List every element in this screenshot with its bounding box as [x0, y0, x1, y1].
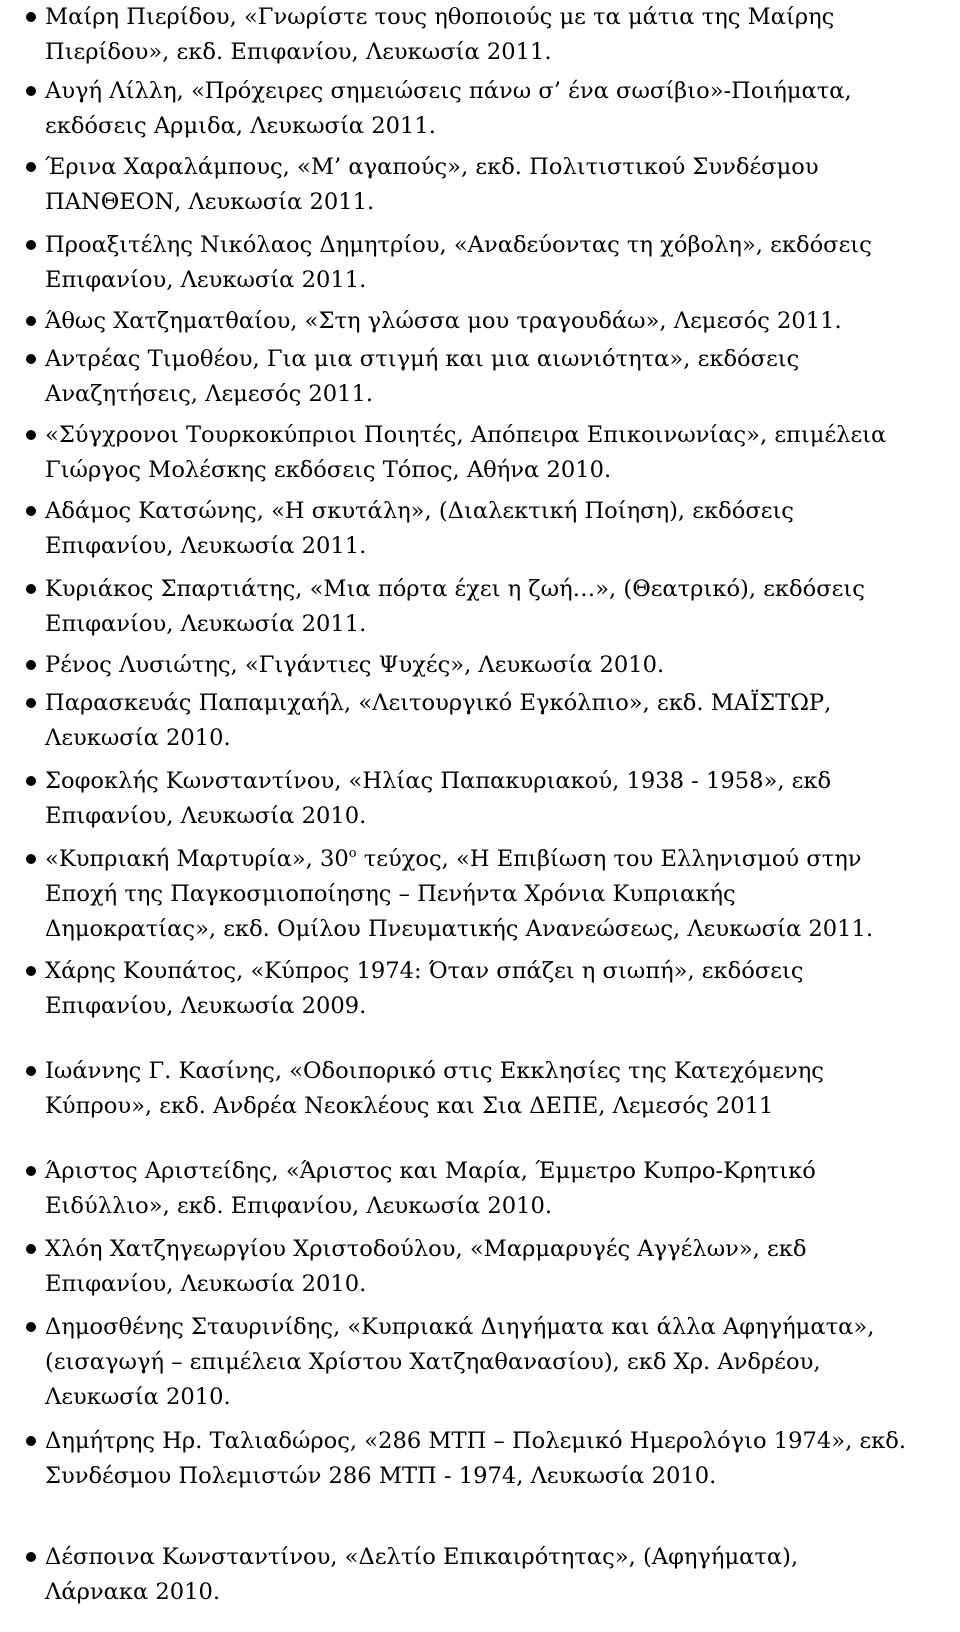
- bullet-icon: [26, 12, 36, 22]
- list-item-line: Επιφανίου, Λευκωσία 2010.: [45, 1271, 367, 1297]
- list-item-line: Εποχή της Παγκοσμιοποίησης – Πενήντα Χρόνια Κυπριακής: [45, 881, 736, 907]
- list-item-line: ΠΑΝΘΕΟΝ, Λευκωσία 2011.: [45, 189, 375, 215]
- bullet-icon: [26, 430, 36, 440]
- list-item-line: Ειδύλλιο», εκδ. Επιφανίου, Λευκωσία 2010.: [45, 1193, 553, 1219]
- bullet-icon: [26, 660, 36, 670]
- list-item-line: Γιώργος Μολέσκης εκδόσεις Τόπος, Αθήνα 2010.: [45, 457, 612, 483]
- list-item-line: Άριστος Αριστείδης, «Άριστος και Μαρία, Έμμετρο Κυπρο-Κρητικό: [45, 1158, 816, 1184]
- list-item-line: Αυγή Λίλλη, «Πρόχειρες σημειώσεις πάνω σ’ ένα σωσίβιο»-Ποιήματα,: [45, 78, 852, 104]
- list-item-line: Αντρέας Τιμοθέου, Για μια στιγμή και μια αιωνιότητα», εκδόσεις: [45, 346, 800, 372]
- list-item-line: Επιφανίου, Λευκωσία 2011.: [45, 611, 367, 637]
- list-item-line: Λάρνακα 2010.: [45, 1579, 221, 1605]
- bullet-icon: [26, 1552, 36, 1562]
- list-item-line: Προαξιτέλης Νικόλαος Δημητρίου, «Αναδεύοντας τη χόβολη», εκδόσεις: [45, 232, 872, 258]
- list-item-line: Ρένος Λυσιώτης, «Γιγάντιες Ψυχές», Λευκωσία 2010.: [45, 652, 665, 678]
- list-item-line: Επιφανίου, Λευκωσία 2011.: [45, 267, 367, 293]
- list-item-line: Δημήτρης Ηρ. Ταλιαδώρος, «286 ΜΤΠ – Πολεμικό Ημερολόγιο 1974», εκδ.: [45, 1428, 907, 1454]
- list-item-line: Άθως Χατζηματθαίου, «Στη γλώσσα μου τραγουδάω», Λεμεσός 2011.: [45, 308, 842, 334]
- bullet-icon: [26, 1066, 36, 1076]
- list-item-line: Πιερίδου», εκδ. Επιφανίου, Λευκωσία 2011.: [45, 39, 552, 65]
- list-item-line: Επιφανίου, Λευκωσία 2010.: [45, 803, 367, 829]
- bullet-icon: [26, 162, 36, 172]
- bullet-icon: [26, 1166, 36, 1176]
- list-item-line: Ιωάννης Γ. Κασίνης, «Οδοιπορικό στις Εκκλησίες της Κατεχόμενης: [45, 1058, 824, 1084]
- list-item-line: Επιφανίου, Λευκωσία 2011.: [45, 533, 367, 559]
- list-item-line: Μαίρη Πιερίδου, «Γνωρίστε τους ηθοποιούς με τα μάτια της Μαίρης: [45, 4, 835, 30]
- list-item-line: Χάρης Κουπάτος, «Κύπρος 1974: Όταν σπάζει η σιωπή», εκδόσεις: [45, 958, 804, 984]
- list-item-text: «Κυπριακή Μαρτυρία», 30: [45, 846, 349, 872]
- list-item-line: εκδόσεις Αρμιδα, Λευκωσία 2011.: [45, 113, 436, 139]
- list-item-line: Λευκωσία 2010.: [45, 1384, 231, 1410]
- bullet-icon: [26, 86, 36, 96]
- list-item-line: (εισαγωγή – επιμέλεια Χρίστου Χατζηαθανασίου), εκδ Χρ. Ανδρέου,: [45, 1349, 821, 1375]
- bullet-icon: [26, 354, 36, 364]
- bullet-icon: [26, 316, 36, 326]
- list-item-line: Αναζητήσεις, Λεμεσός 2011.: [45, 381, 374, 407]
- list-item-line: Συνδέσμου Πολεμιστών 286 ΜΤΠ - 1974, Λευκωσία 2010.: [45, 1463, 717, 1489]
- bullet-icon: [26, 776, 36, 786]
- bullet-icon: [26, 698, 36, 708]
- bullet-icon: [26, 1244, 36, 1254]
- list-item-line: Κύπρου», εκδ. Ανδρέα Νεοκλέους και Σια ΔΕΠΕ, Λεμεσός 2011: [45, 1093, 774, 1119]
- list-item-line: Δέσποινα Κωνσταντίνου, «Δελτίο Επικαιρότητας», (Αφηγήματα),: [45, 1544, 799, 1570]
- list-item-text: τεύχος, «Η Επιβίωση του Ελληνισμού στην: [356, 846, 862, 872]
- list-item-line: Επιφανίου, Λευκωσία 2009.: [45, 993, 367, 1019]
- list-item-line: [45, 844, 862, 874]
- list-item-line: Παρασκευάς Παπαμιχαήλ, «Λειτουργικό Εγκόλπιο», εκδ. ΜΑΪΣΤΩΡ,: [45, 690, 832, 716]
- list-item-line: Έρινα Χαραλάμπους, «Μ’ αγαπούς», εκδ. Πολιτιστικού Συνδέσμου: [45, 154, 819, 180]
- bullet-icon: [26, 1436, 36, 1446]
- list-item-line: Δημοκρατίας», εκδ. Ομίλου Πνευματικής Ανανεώσεως, Λευκωσία 2011.: [45, 916, 874, 942]
- bullet-icon: [26, 854, 36, 864]
- bullet-icon: [26, 584, 36, 594]
- bullet-icon: [26, 1322, 36, 1332]
- list-item-line: Σοφοκλής Κωνσταντίνου, «Ηλίας Παπακυριακού, 1938 - 1958», εκδ: [45, 768, 832, 794]
- list-item-line: Λευκωσία 2010.: [45, 725, 231, 751]
- bullet-icon: [26, 240, 36, 250]
- list-item-line: Δημοσθένης Σταυρινίδης, «Κυπριακά Διηγήματα και άλλα Αφηγήματα»,: [45, 1314, 875, 1340]
- bullet-icon: [26, 506, 36, 516]
- superscript-ordinal: ο: [348, 846, 357, 861]
- bullet-icon: [26, 966, 36, 976]
- list-item-line: Αδάμος Κατσώνης, «Η σκυτάλη», (Διαλεκτική Ποίηση), εκδόσεις: [45, 498, 794, 524]
- list-item-line: Χλόη Χατζηγεωργίου Χριστοδούλου, «Μαρμαρυγές Αγγέλων», εκδ: [45, 1236, 807, 1262]
- list-item-line: Κυριάκος Σπαρτιάτης, «Μια πόρτα έχει η ζωή…», (Θεατρικό), εκδόσεις: [45, 576, 865, 602]
- list-item-line: «Σύγχρονοι Τουρκοκύπριοι Ποιητές, Απόπειρα Επικοινωνίας», επιμέλεια: [45, 422, 887, 448]
